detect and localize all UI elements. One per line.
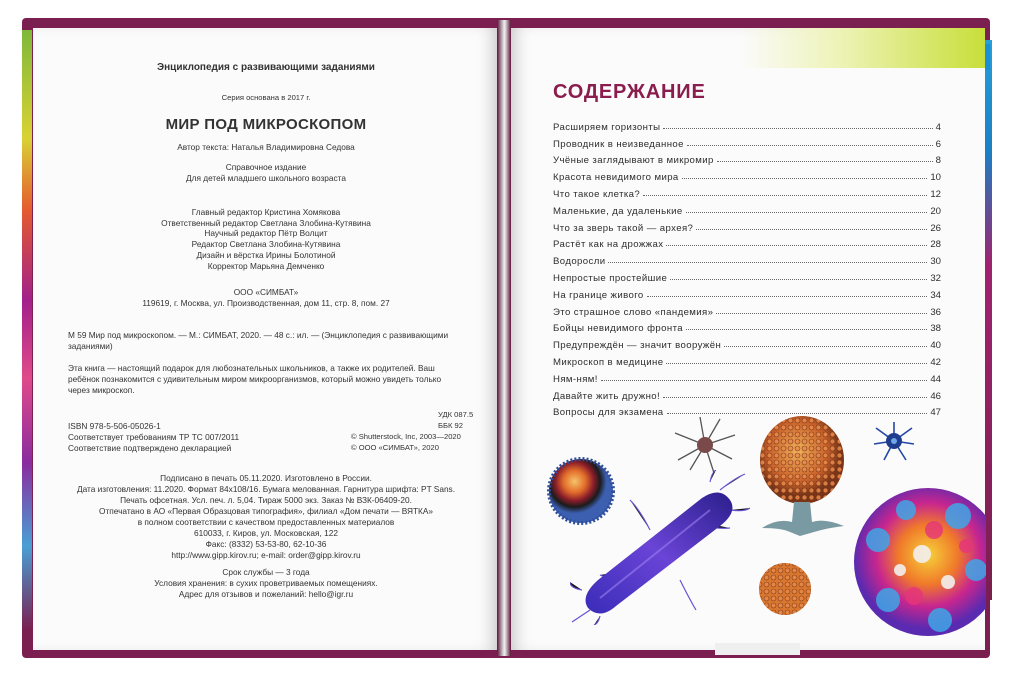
toc-entry-page: 30: [930, 256, 941, 268]
catalog-entry-cont: заданиями): [68, 341, 113, 351]
toc-leader-dots: [670, 279, 927, 280]
annotation: через микроскоп.: [68, 385, 135, 395]
toc-entry: [553, 116, 941, 133]
copyright-line: © Shutterstock, Inc, 2003—2020: [351, 432, 461, 441]
blue-virus-image: [872, 420, 916, 462]
toc-entry: [553, 385, 941, 402]
toc-entry-title: Бойцы невидимого фронта: [553, 323, 683, 335]
udk-code: УДК 087.5: [438, 410, 474, 419]
toc-entry: [553, 234, 941, 251]
publisher-name: ООО «СИМБАТ»: [233, 287, 299, 297]
coral-polyp-image: [752, 410, 852, 550]
bacterium-image: [570, 470, 750, 625]
toc-entry: [553, 217, 941, 234]
page-corner-tab: [985, 44, 990, 70]
toc-entry-title: Растёт как на дрожжах: [553, 239, 664, 251]
toc-leader-dots: [716, 313, 927, 314]
orange-ball-image: [756, 560, 814, 618]
toc-entry: [553, 284, 941, 301]
book-spine: [497, 20, 511, 656]
imprint-line: Подписано в печать 05.11.2020. Изготовлено в России.: [160, 473, 372, 483]
catalog-entry: М 59 Мир под микроскопом. — М.: СИМБАТ, 2020. — 48 с.: ил. — (Энциклопедия с развивающими: [68, 330, 449, 340]
publisher-address: 119619, г. Москва, ул. Производственная, дом 11, стр. 8, пом. 27: [142, 298, 390, 308]
compliance-line: Соответствие подтверждено декларацией: [68, 443, 232, 453]
toc-entry: [553, 301, 941, 318]
edition-type: Справочное издание: [225, 162, 307, 172]
toc-leader-dots: [601, 380, 927, 381]
toc-entry: [553, 150, 941, 167]
toc-entry-page: 42: [930, 356, 941, 368]
toc-entry-page: 36: [930, 306, 941, 318]
toc-entry-title: На границе живого: [553, 289, 644, 301]
toc-leader-dots: [663, 397, 927, 398]
credit-line: Научный редактор Пётр Волцит: [204, 228, 328, 238]
toc-entry-page: 12: [930, 188, 941, 200]
toc-leader-dots: [663, 128, 932, 129]
spiky-cell-image: [670, 415, 740, 475]
storage-line: Адрес для отзывов и пожеланий: hello@igr.ru: [178, 589, 354, 599]
annotation: ребёнок познакомится с удивительным миром микроорганизмов, который можно увидеть только: [68, 374, 442, 384]
toc-leader-dots: [724, 346, 927, 347]
copyright-line: © ООО «СИМБАТ», 2020: [351, 443, 439, 452]
toc-entry-title: Вопросы для экзамена: [553, 407, 664, 419]
toc-leader-dots: [666, 245, 927, 246]
toc-leader-dots: [647, 296, 928, 297]
toc-entry-page: 46: [930, 390, 941, 402]
cover-edge-left: [22, 30, 32, 630]
audience: Для детей младшего школьного возраста: [185, 173, 346, 183]
toc-entry-title: Микроскоп в медицине: [553, 356, 664, 368]
toc-entry-title: Предупреждён — значит вооружён: [553, 340, 722, 352]
toc-entry: [553, 318, 941, 335]
toc-leader-dots: [643, 195, 927, 196]
toc-entry: [553, 267, 941, 284]
toc-entry-title: Расширяем горизонты: [553, 121, 661, 133]
toc-entry: [553, 250, 941, 267]
toc-entry: [553, 166, 941, 183]
toc-entry-page: 10: [930, 172, 941, 184]
storage-line: Условия хранения: в сухих проветриваемых помещениях.: [154, 578, 378, 588]
toc-entry-page: 44: [930, 373, 941, 385]
toc-entry: [553, 334, 941, 351]
toc-entry-page: 4: [935, 121, 941, 133]
series-title: Энциклопедия с развивающими заданиями: [157, 62, 375, 73]
toc-entry-title: Маленькие, да удаленькие: [553, 205, 683, 217]
toc-heading: СОДЕРЖАНИЕ: [553, 81, 706, 103]
author-line: Автор текста: Наталья Владимировна Седова: [177, 142, 355, 152]
toc-leader-dots: [608, 262, 927, 263]
toc-entry-page: 38: [930, 323, 941, 335]
toc-entry-page: 34: [930, 289, 941, 301]
credit-line: Редактор Светлана Злобина-Кутявина: [191, 239, 341, 249]
toc-entry: [553, 368, 941, 385]
toc-entry-page: 26: [930, 222, 941, 234]
imprint-line: Печать офсетная. Усл. печ. л. 5,04. Тираж 5000 экз. Заказ № ВЗК-06409-20.: [120, 495, 412, 505]
imprint-line: Факс: (8332) 53-53-80, 62-10-36: [205, 539, 327, 549]
toc-entry-title: Что такое клетка?: [553, 188, 641, 200]
toc-entry: [553, 402, 941, 419]
book-title: МИР ПОД МИКРОСКОПОМ: [165, 116, 367, 133]
toc-entry-title: Красота невидимого мира: [553, 172, 679, 184]
toc-entry: [553, 200, 941, 217]
credit-line: Главный редактор Кристина Хомякова: [191, 207, 341, 217]
toc-entry-page: 40: [930, 340, 941, 352]
compliance-line: Соответствует требованиям ТР ТС 007/2011: [68, 432, 240, 442]
toc-entry: [553, 133, 941, 150]
toc-leader-dots: [717, 161, 933, 162]
isbn: ISBN 978-5-506-05026-1: [68, 421, 161, 431]
bbk-code: ББК 92: [438, 421, 463, 430]
credit-line: Дизайн и вёрстка Ирины Болотиной: [196, 250, 336, 260]
toc-entry-title: Учёные заглядывают в микромир: [553, 155, 714, 167]
toc-entry-title: Давайте жить дружно!: [553, 390, 661, 402]
toc-entry-page: 28: [930, 239, 941, 251]
toc-entry-page: 47: [930, 407, 941, 419]
colorful-virus-image: [848, 470, 986, 645]
imprint-line: Отпечатано в АО «Первая Образцовая типография», филиал «Дом печати — ВЯТКА»: [98, 506, 433, 516]
imprint-line: Дата изготовления: 11.2020. Формат 84х108/16. Бумага мелованная. Гарнитура шрифта: PT Sans.: [76, 484, 456, 494]
credit-line: Ответственный редактор Светлана Злобина-Кутявина: [161, 218, 371, 228]
toc-entry-page: 32: [930, 272, 941, 284]
bottom-tab: [715, 643, 800, 655]
series-founded: Серия основана в 2017 г.: [221, 93, 311, 102]
credit-line: Корректор Марьяна Демченко: [207, 261, 325, 271]
toc-leader-dots: [687, 145, 933, 146]
toc-entry-page: 6: [935, 138, 941, 150]
storage-line: Срок службы — 3 года: [222, 567, 310, 577]
toc-entry: [553, 351, 941, 368]
imprint-line: http://www.gipp.kirov.ru; e-mail: order@gipp.kirov.ru: [171, 550, 361, 560]
toc-entry-page: 20: [930, 205, 941, 217]
toc-list: [553, 116, 941, 418]
annotation: Эта книга — настоящий подарок для любознательных школьников, а также их родителей. Ваш: [68, 363, 435, 373]
page-corner-gradient: [740, 28, 985, 68]
toc-entry-page: 8: [935, 155, 941, 167]
toc-entry-title: Непростые простейшие: [553, 272, 668, 284]
toc-leader-dots: [682, 178, 928, 179]
toc-entry-title: Водоросли: [553, 256, 606, 268]
imprint-line: в полном соответствии с качеством предоставленных материалов: [137, 517, 395, 527]
toc-entry-title: Проводник в неизведанное: [553, 138, 684, 150]
toc-leader-dots: [666, 363, 927, 364]
toc-leader-dots: [686, 212, 928, 213]
toc-entry-title: Ням-ням!: [553, 373, 598, 385]
toc-leader-dots: [696, 229, 927, 230]
toc-entry-title: Это страшное слово «пандемия»: [553, 306, 714, 318]
toc-leader-dots: [686, 329, 927, 330]
toc-entry: [553, 183, 941, 200]
imprint-line: 610033, г. Киров, ул. Московская, 122: [194, 528, 338, 538]
toc-entry-title: Что за зверь такой — архея?: [553, 222, 694, 234]
